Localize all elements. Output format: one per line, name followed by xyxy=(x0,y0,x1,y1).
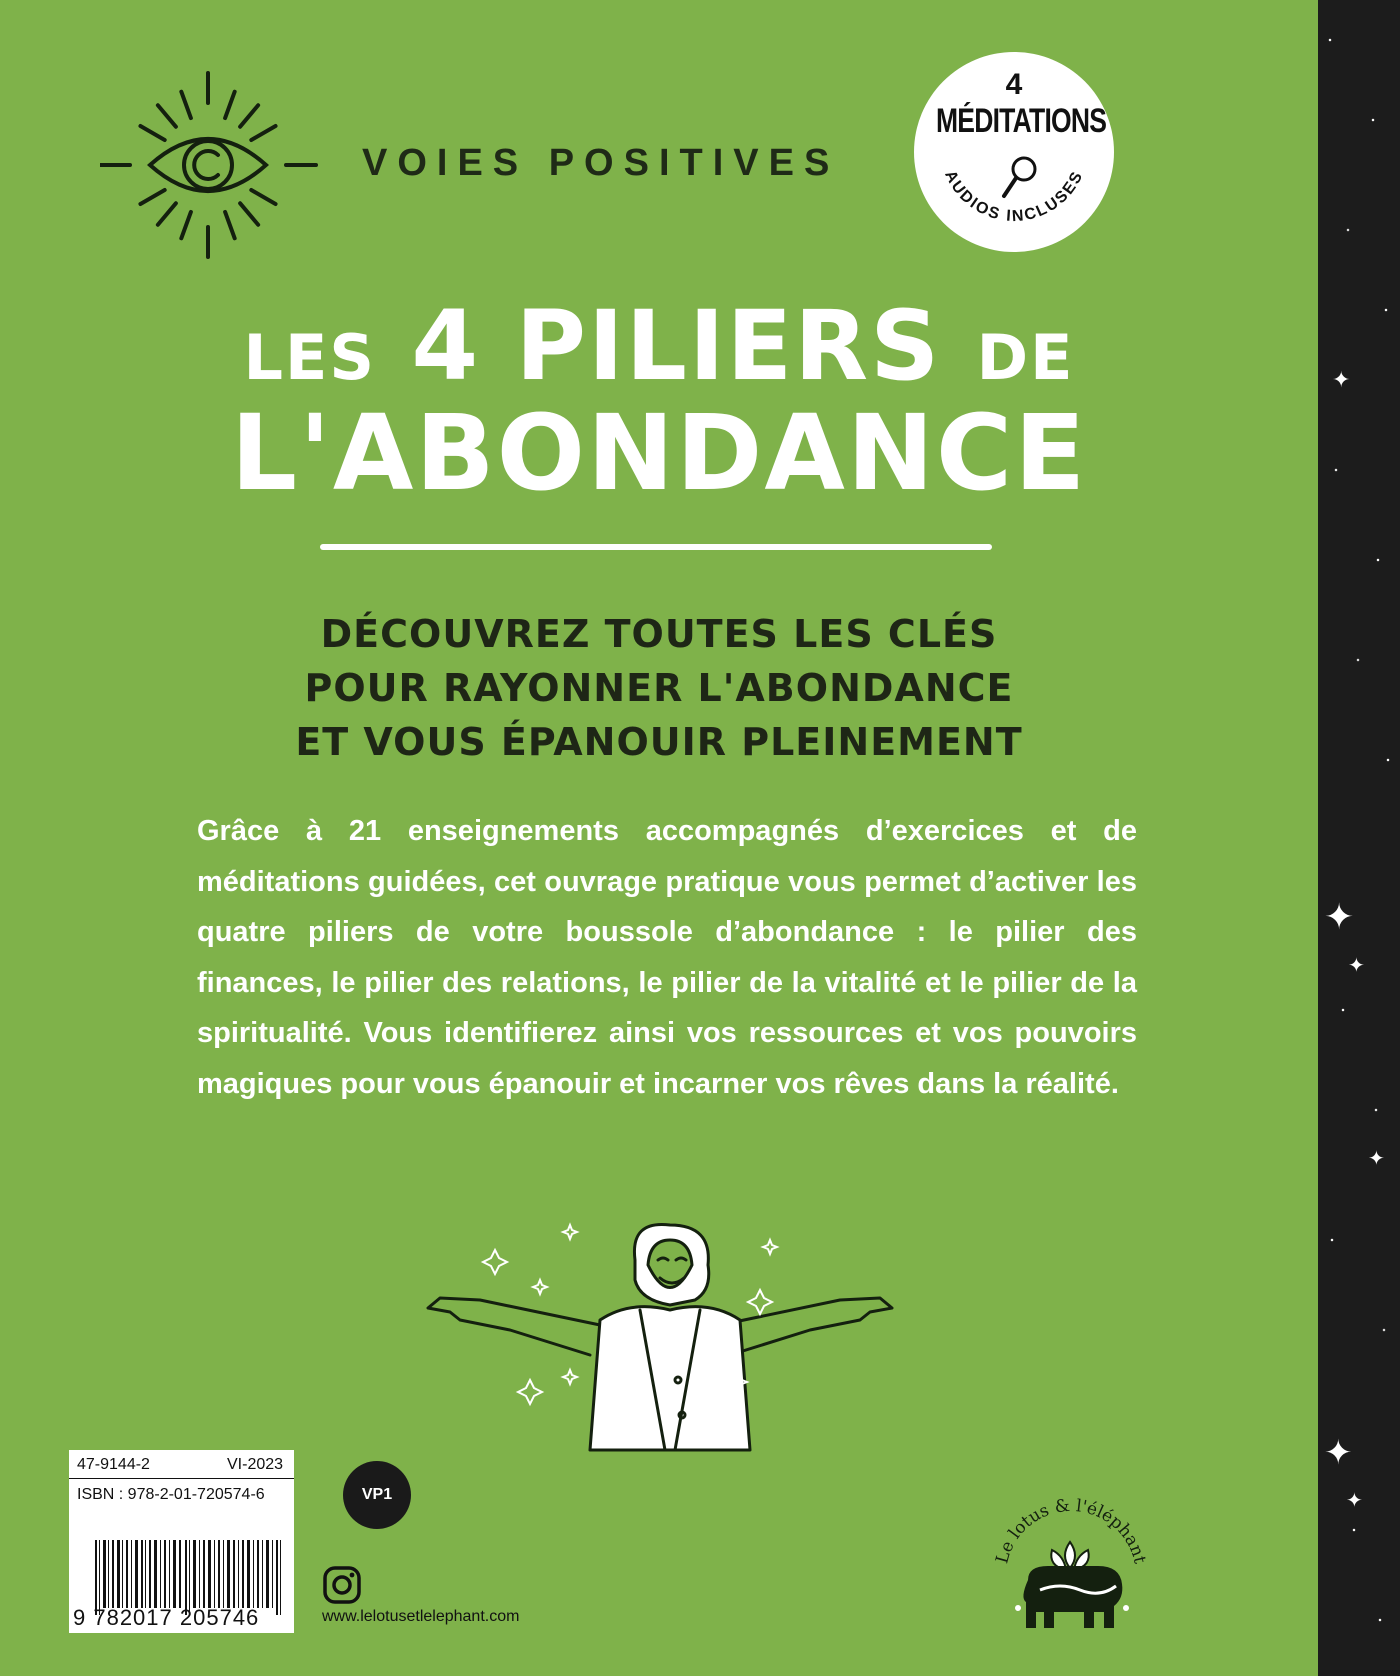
meditations-badge xyxy=(914,52,1114,252)
publisher-name: Le lotus & l'éléphant xyxy=(992,1495,1150,1566)
star-icon: ✦ xyxy=(1368,1146,1385,1170)
title-de: DE xyxy=(976,321,1075,394)
badge-title: MÉDITATIONS xyxy=(936,102,1107,140)
title-divider xyxy=(320,544,992,550)
isbn: ISBN : 978-2-01-720574-6 xyxy=(77,1486,265,1503)
collection-code-badge: VP1 xyxy=(343,1461,411,1529)
series-name: VOIES POSITIVES xyxy=(362,142,840,184)
publisher-website[interactable]: www.lelotusetlelephant.com xyxy=(322,1608,520,1625)
book-description: Grâce à 21 enseignements accompagnés d’exercices et de méditations guidées, cet ouvrage pratique vous permet d’activer les quatre piliers de votre boussole d’abondance : le pilier des finances, le pilier des relations, le pilier de la vitalité et le pilier de la spiritualité. Vous identifierez ainsi vos ressources et vos pouvoirs magiques pour vous épanouir et incarner vos rêves dans la réalité. xyxy=(197,815,1137,1100)
barcode-digits: 9 782017 205746 xyxy=(73,1605,260,1630)
badge-subtitle xyxy=(914,52,1114,252)
instagram-icon[interactable] xyxy=(323,1566,361,1604)
star-icon: ✦ xyxy=(1332,368,1351,393)
barcode-lines xyxy=(95,1540,283,1615)
eye-sun-icon xyxy=(100,65,320,265)
joyful-woman-illustration xyxy=(420,1220,920,1460)
barcode-panel xyxy=(69,1450,294,1633)
barcode-divider xyxy=(69,1478,294,1479)
badge-subtitle-text: AUDIOS INCLUSES xyxy=(941,167,1087,226)
lotus-elephant-icon xyxy=(988,1480,1153,1640)
edition-code: VI-2023 xyxy=(227,1456,284,1473)
spine-starfield xyxy=(1318,0,1400,1676)
tagline-line2: POUR RAYONNER L'ABONDANCE xyxy=(304,666,1014,710)
book-title-line2: L'ABONDANCE xyxy=(230,392,1088,514)
star-icon: ✦ xyxy=(1324,1433,1353,1473)
title-les: LES xyxy=(243,321,376,394)
title-piliers: 4 PILIERS xyxy=(411,290,942,402)
star-icon: ✦ xyxy=(1324,897,1355,938)
badge-number: 4 xyxy=(1005,68,1023,101)
book-title-line1 xyxy=(0,290,1318,402)
star-icon: ✦ xyxy=(1346,1488,1363,1512)
svg-text:AUDIOS INCLUSES xyxy=(941,168,1087,225)
tagline-line1: DÉCOUVREZ TOUTES LES CLÉS xyxy=(320,612,998,656)
star-icon: ✦ xyxy=(1348,953,1365,977)
tagline-line3: ET VOUS ÉPANOUIR PLEINEMENT xyxy=(295,720,1023,764)
product-ref: 47-9144-2 xyxy=(77,1456,150,1473)
